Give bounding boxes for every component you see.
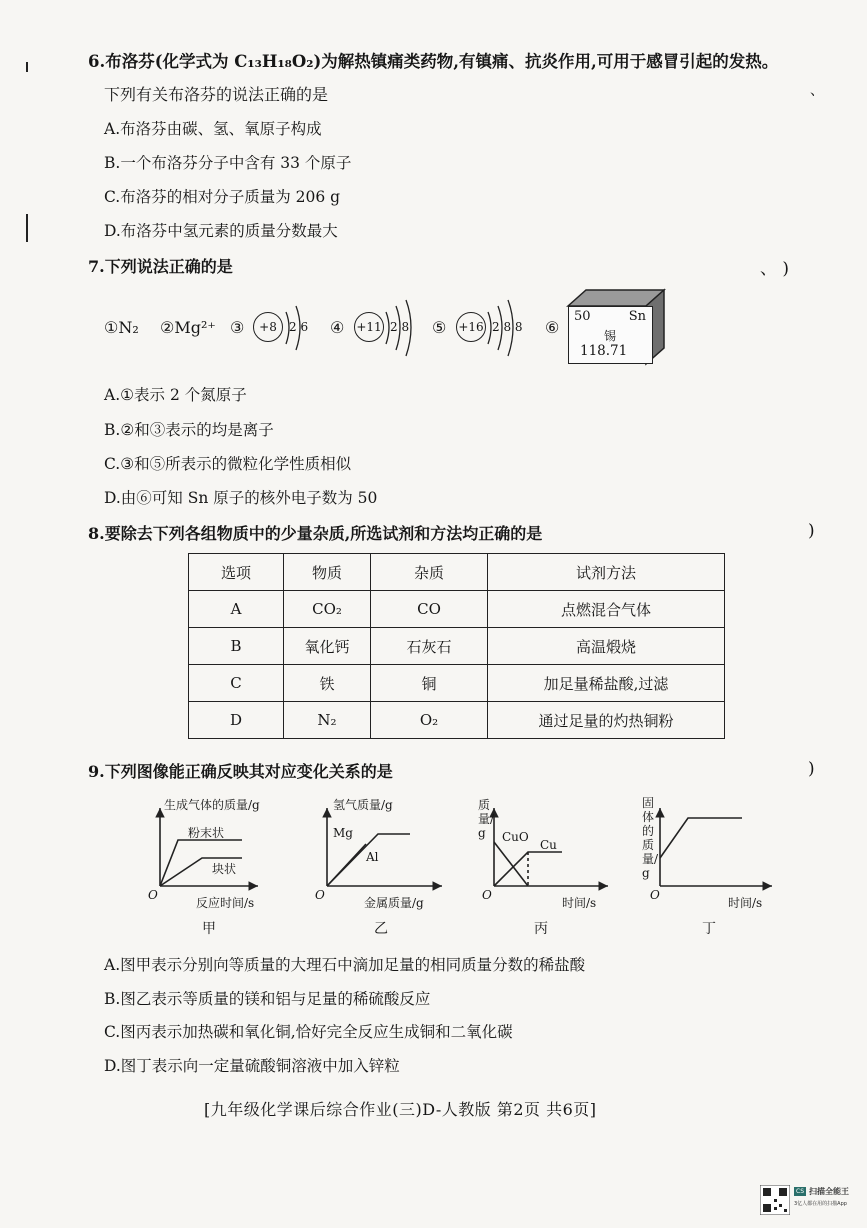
g3-cu-line xyxy=(494,852,562,886)
g3-line1-label: CuO xyxy=(502,830,529,844)
table-cell: O₂ xyxy=(371,702,488,739)
g2-xlabel: 金属质量/g xyxy=(364,896,424,910)
q7-option-c: C.③和⑤所表示的微粒化学性质相似 xyxy=(104,455,352,473)
table-cell: 氧化钙 xyxy=(284,628,371,665)
scanner-logo-icon: CS xyxy=(796,1188,804,1195)
table-cell: 加足量稀盐酸,过滤 xyxy=(488,665,725,702)
q9-stem: 9.下列图像能正确反映其对应变化关系的是 xyxy=(88,762,393,781)
item3-nucleus: +8 xyxy=(253,312,283,342)
q7-stem: 7.下列说法正确的是 xyxy=(88,257,233,276)
q7-option-d: D.由⑥可知 Sn 原子的核外电子数为 50 xyxy=(104,489,378,507)
table-cell: 铁 xyxy=(284,665,371,702)
g2-line2-label: Al xyxy=(366,850,379,864)
g1-line2-label: 块状 xyxy=(212,862,237,876)
table-header: 选项 xyxy=(189,554,284,591)
g3-xlabel: 时间/s xyxy=(562,896,597,910)
item-n2: ①N₂ xyxy=(104,318,139,337)
table-cell: 点燃混合气体 xyxy=(488,591,725,628)
tile-symbol: Sn xyxy=(628,309,646,324)
q6-stem: 6.布洛芬(化学式为 C₁₃H₁₈O₂)为解热镇痛类药物,有镇痛、抗炎作用,可用于感冒引起的发热。 xyxy=(88,52,779,71)
table-cell: 铜 xyxy=(371,665,488,702)
g3-ylabel: 质量/g xyxy=(478,798,495,840)
scanner-stamp xyxy=(760,1183,856,1223)
g2-ylabel: 氢气质量/g xyxy=(333,798,393,812)
table-header: 杂质 xyxy=(371,554,488,591)
g1-xlabel: 反应时间/s xyxy=(196,896,255,910)
table-cell: B xyxy=(189,628,284,665)
g2-line1-label: Mg xyxy=(333,826,353,840)
page-footer: [九年级化学课后综合作业(三)D-人教版 第2页 共6页] xyxy=(204,1100,597,1119)
g1-caption: 甲 xyxy=(202,921,216,937)
g4-caption: 丁 xyxy=(702,921,716,937)
g4-ylabel: 固体的质量/g xyxy=(642,796,659,880)
q7-answer-paren: 、 ) xyxy=(760,259,790,279)
q7-option-b: B.②和③表示的均是离子 xyxy=(104,421,274,439)
table-cell: CO xyxy=(371,591,488,628)
item-mg-ion: ②Mg²⁺ xyxy=(160,318,216,337)
q6-stem2: 下列有关布洛芬的说法正确的是 xyxy=(104,85,329,104)
g3-origin: O xyxy=(482,888,492,902)
q9-option-b: B.图乙表示等质量的镁和铝与足量的稀硫酸反应 xyxy=(104,990,431,1008)
stamp-title: 扫描全能王 xyxy=(809,1187,849,1196)
q9-option-a: A.图甲表示分别向等质量的大理石中滴加足量的相同质量分数的稀盐酸 xyxy=(104,956,586,974)
q6-option-b: B.一个布洛芬分子中含有 33 个原子 xyxy=(104,154,352,172)
tile-name: 锡 xyxy=(604,329,617,343)
q9-option-c: C.图丙表示加热碳和氧化铜,恰好完全反应生成铜和二氧化碳 xyxy=(104,1023,513,1041)
table-cell: N₂ xyxy=(284,702,371,739)
table-cell: 高温煅烧 xyxy=(488,628,725,665)
g2-al-line xyxy=(327,844,366,886)
q6-option-c: C.布洛芬的相对分子质量为 206 g xyxy=(104,188,341,206)
table-cell: D xyxy=(189,702,284,739)
table-cell: CO₂ xyxy=(284,591,371,628)
g3-caption: 丙 xyxy=(534,921,548,937)
g4-xlabel: 时间/s xyxy=(728,896,763,910)
stamp-subtitle: 3亿人都在用的扫描App xyxy=(794,1201,847,1207)
q8-stem: 8.要除去下列各组物质中的少量杂质,所选试剂和方法均正确的是 xyxy=(88,524,543,543)
item6-label: ⑥ xyxy=(545,318,560,337)
item3-label: ③ xyxy=(230,318,245,337)
qr-code-icon xyxy=(760,1185,790,1215)
item5-label: ⑤ xyxy=(432,318,447,337)
item5-shells: 2 8 8 xyxy=(492,320,523,334)
tile-atomic-number: 50 xyxy=(574,309,591,324)
q6-option-a: A.布洛芬由碳、氢、氧原子构成 xyxy=(104,120,322,138)
table-cell: 通过足量的灼热铜粉 xyxy=(488,702,725,739)
g4-origin: O xyxy=(650,888,660,902)
table-header: 物质 xyxy=(284,554,371,591)
g1-ylabel: 生成气体的质量/g xyxy=(164,798,260,812)
item5-nucleus: +16 xyxy=(456,312,486,342)
item3-shells: 2 6 xyxy=(289,320,309,334)
q9-option-d: D.图丁表示向一定量硫酸铜溶液中加入锌粒 xyxy=(104,1057,400,1075)
item4-nucleus: +11 xyxy=(354,312,384,342)
g1-origin: O xyxy=(148,888,158,902)
table-header: 试剂方法 xyxy=(488,554,725,591)
q9-answer-paren: ) xyxy=(808,759,815,779)
item4-label: ④ xyxy=(330,318,345,337)
table-cell: A xyxy=(189,591,284,628)
stray-mark: 、 xyxy=(810,83,824,99)
g2-caption: 乙 xyxy=(374,921,388,937)
q6-option-d: D.布洛芬中氢元素的质量分数最大 xyxy=(104,222,338,240)
g2-origin: O xyxy=(315,888,325,902)
g1-line1-label: 粉末状 xyxy=(188,826,225,840)
g3-cuo-line xyxy=(494,842,528,886)
tile-atomic-mass: 118.71 xyxy=(580,343,628,359)
table-cell: C xyxy=(189,665,284,702)
g3-line2-label: Cu xyxy=(540,838,557,852)
g4-solid-curve xyxy=(660,818,742,858)
table-cell: 石灰石 xyxy=(371,628,488,665)
item4-shells: 2 8 xyxy=(390,320,410,334)
q7-option-a: A.①表示 2 个氮原子 xyxy=(104,386,247,404)
q8-answer-paren: ) xyxy=(808,521,815,541)
